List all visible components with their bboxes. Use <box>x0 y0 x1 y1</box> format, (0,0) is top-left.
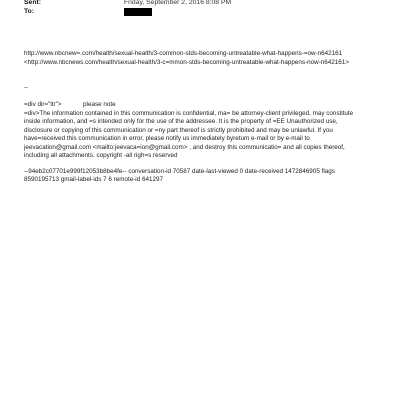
notice-line: jeevacation@gmail.com <mailto:jeevaca=ion@gmail.com> , and destroy this communicatio= and all copies thereof, <box>24 143 345 151</box>
sent-date: Friday, September 2, 2016 8:08 PM <box>124 0 232 6</box>
sent-label: Sent: <box>24 0 41 6</box>
div-tag: =div dir="ltr"> <box>24 101 62 108</box>
metadata-line: --94eb2c07701e999f12053b8be4fe-- conversation-id 70587 date-last-viewed 0 date-received 1472846905 flags <box>24 168 335 175</box>
metadata-line: 8590195713 gmail-label-ids 7 6 remote-id 641297 <box>24 176 163 184</box>
confidentiality-notice <box>24 110 380 160</box>
redaction-box <box>124 8 152 16</box>
notice-line: have=received this communication in error, please notify us immediately byretum e-mail or by e-mail to <box>24 135 310 143</box>
notice-line: disclosure or copying of this communication or =ny part thereof is strictly prohibited and may be unlawful. If you <box>24 126 333 134</box>
message-metadata <box>24 168 380 185</box>
notice-line: =div>The information contained in this communication is confidential, ma= be attorney-client privileged, may constitute <box>24 110 354 117</box>
url-line-1[interactable]: http://www.nbcnew=.com/health/sexual-health/3-common-stds-becoming-untreatable-what-happens-=ow-n642161 <box>24 50 343 57</box>
div-tag-line <box>24 101 384 109</box>
url-line-2[interactable]: <http://www.nbcnews.com/health/sexual-health/3-c=mmon-stds-becoming-untreatable-what-happens-now-n642161> <box>24 59 349 66</box>
please-note: please note <box>83 101 116 108</box>
separator: -- <box>24 84 29 91</box>
to-label: To: <box>24 8 35 15</box>
notice-line: inside information, and =s intended only for the use of the addressee. It is the property of =EE Unauthorized use, <box>24 118 338 126</box>
notice-line: including all attachments. copyright -all righ=s reserved <box>24 152 178 160</box>
